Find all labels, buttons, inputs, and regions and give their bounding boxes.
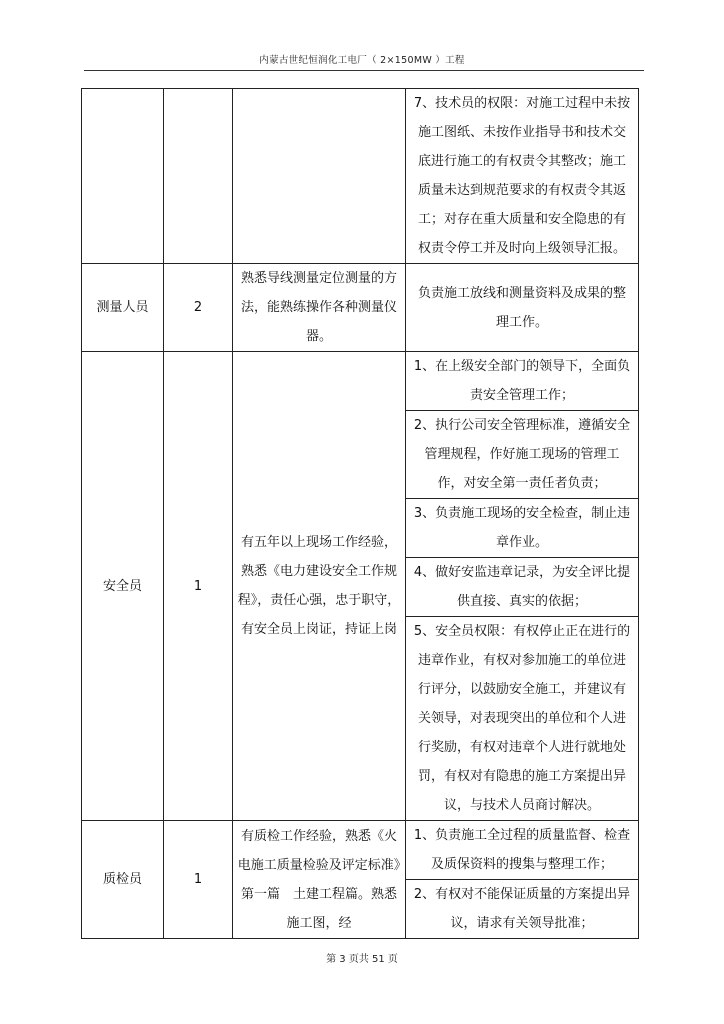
requirement-cell xyxy=(233,352,406,821)
duty-item: 1、在上级安全部门的领导下，全面负责安全管理工作； xyxy=(406,352,638,411)
duty-item: 负责施工放线和测量资料及成果的整理工作。 xyxy=(417,285,626,330)
count-cell xyxy=(164,89,233,264)
requirement-cell xyxy=(233,821,406,939)
role-cell: 质检员 xyxy=(82,821,164,939)
role-cell xyxy=(82,89,164,264)
role-cell: 测量人员 xyxy=(82,264,164,352)
header-divider xyxy=(84,70,644,71)
requirement-cell xyxy=(233,264,406,352)
duty-cell xyxy=(406,89,639,264)
table-row xyxy=(82,264,639,352)
duty-item: 4、做好安监违章记录，为安全评比提供直接、真实的依据； xyxy=(406,558,638,617)
staff-responsibility-table xyxy=(81,88,639,939)
duty-item: 5、安全员权限：有权停止正在进行的违章作业，有权对参加施工的单位进行评分，以鼓励安全施工，并建议有关领导，对表现突出的单位和个人进行奖励，有权对违章个人进行就地处罚，有权对有隐患的施工方案提出异议，与技术人员商讨解决。 xyxy=(413,624,631,813)
count-cell: 1 xyxy=(164,352,233,821)
requirement-text: 有五年以上现场工作经验，熟悉《电力建设安全工作规程》，责任心强，忠于职守，有安全员上岗证，持证上岗 xyxy=(237,535,401,637)
duty-item: 1、负责施工全过程的质量监督、检查及质保资料的搜集与整理工作； xyxy=(406,821,638,880)
requirement-cell xyxy=(233,89,406,264)
duty-cell xyxy=(406,352,639,821)
count-cell: 1 xyxy=(164,821,233,939)
duty-item: 3、负责施工现场的安全检查，制止违章作业。 xyxy=(406,499,638,558)
duty-cell xyxy=(406,821,639,939)
duty-item: 2、执行公司安全管理标准，遵循安全管理规程，作好施工现场的管理工作，对安全第一责任者负责； xyxy=(406,411,638,499)
table-row xyxy=(82,89,639,264)
page-header-title: 内蒙古世纪恒润化工电厂（ 2×150MW ）工程 xyxy=(259,55,465,66)
table-row xyxy=(82,821,639,939)
table-row xyxy=(82,352,639,821)
requirement-text: 熟悉导线测量定位测量的方法，能熟练操作各种测量仪器。 xyxy=(240,271,397,344)
count-cell: 2 xyxy=(164,264,233,352)
duty-item: 7、技术员的权限：对施工过程中未按施工图纸、未按作业指导书和技术交底进行施工的有权责令其整改；施工质量未达到规范要求的有权责令其返工；对存在重大质量和安全隐患的有权责令停工并及时向上级领导汇报。 xyxy=(413,96,631,256)
requirement-text: 有质检工作经验，熟悉《火电施工质量检验及评定标准》第一篇 土建工程篇。熟悉施工图，经 xyxy=(237,828,401,931)
role-cell: 安全员 xyxy=(82,352,164,821)
duty-item: 2、有权对不能保证质量的方案提出异议，请求有关领导批准； xyxy=(413,887,631,931)
duty-cell xyxy=(406,264,639,352)
page-number: 第 3 页共 51 页 xyxy=(326,954,398,965)
